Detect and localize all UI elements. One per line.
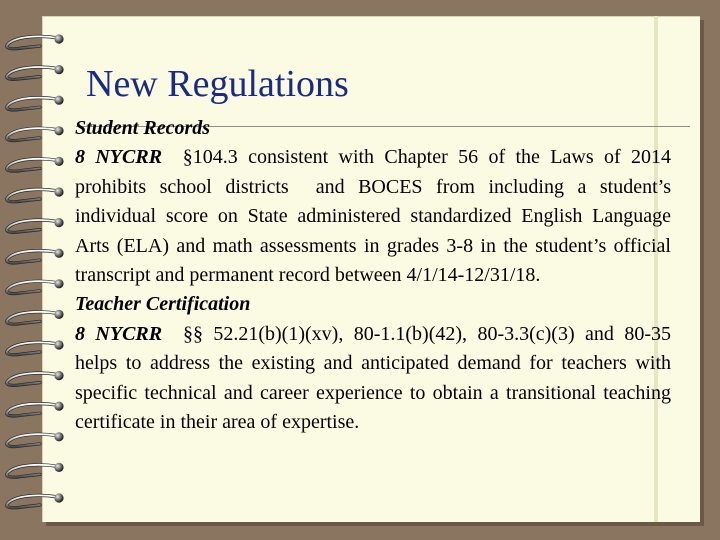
section-heading-teacher-certification: Teacher Certification [75,293,251,316]
spiral-coil [7,493,64,507]
spiral-coil [7,65,64,79]
spiral-coil [7,96,64,110]
paragraph-text: §104.3 consistent with Chapter 56 of the Laws of 2014 prohibits school districts and BOCES from including a student’s individual score on State administered standardized English Language Arts (ELA) and math assessments in grades 3-8 in the student’s official transcript and permanent record between 4/1/14-12/31/18. [75,146,671,287]
section-heading-student-records: Student Records [75,117,211,139]
spiral-coil [7,340,64,354]
slide-body [75,114,671,437]
paragraph-text: §§ 52.21(b)(1)(xv), 80-1.1(b)(42), 80-3.3(c)(3) and 80-35 helps to address the existing and anticipated demand for teachers with specific technical and career experience to obtain a transitional teaching certificate in their area of expertise. [75,322,671,434]
spiral-coil [7,432,64,446]
citation: 8 NYCRR [75,146,163,169]
page-title: New Regulations [86,63,349,105]
citation: 8 NYCRR [75,322,163,345]
spiral-coil [7,249,64,263]
spiral-coil [7,34,64,48]
spiral-coil [7,463,64,477]
spiral-coil [7,126,64,140]
spiral-coil [7,310,64,324]
spiral-binding-icon [0,0,80,540]
spiral-coil [7,218,64,232]
spiral-coil [7,279,64,293]
spiral-coil [7,187,64,201]
spiral-coil [7,402,64,416]
section-paragraph-teacher-certification [75,320,671,438]
spiral-coil [7,157,64,171]
spiral-coil [7,371,64,385]
section-paragraph-student-records [75,143,671,290]
